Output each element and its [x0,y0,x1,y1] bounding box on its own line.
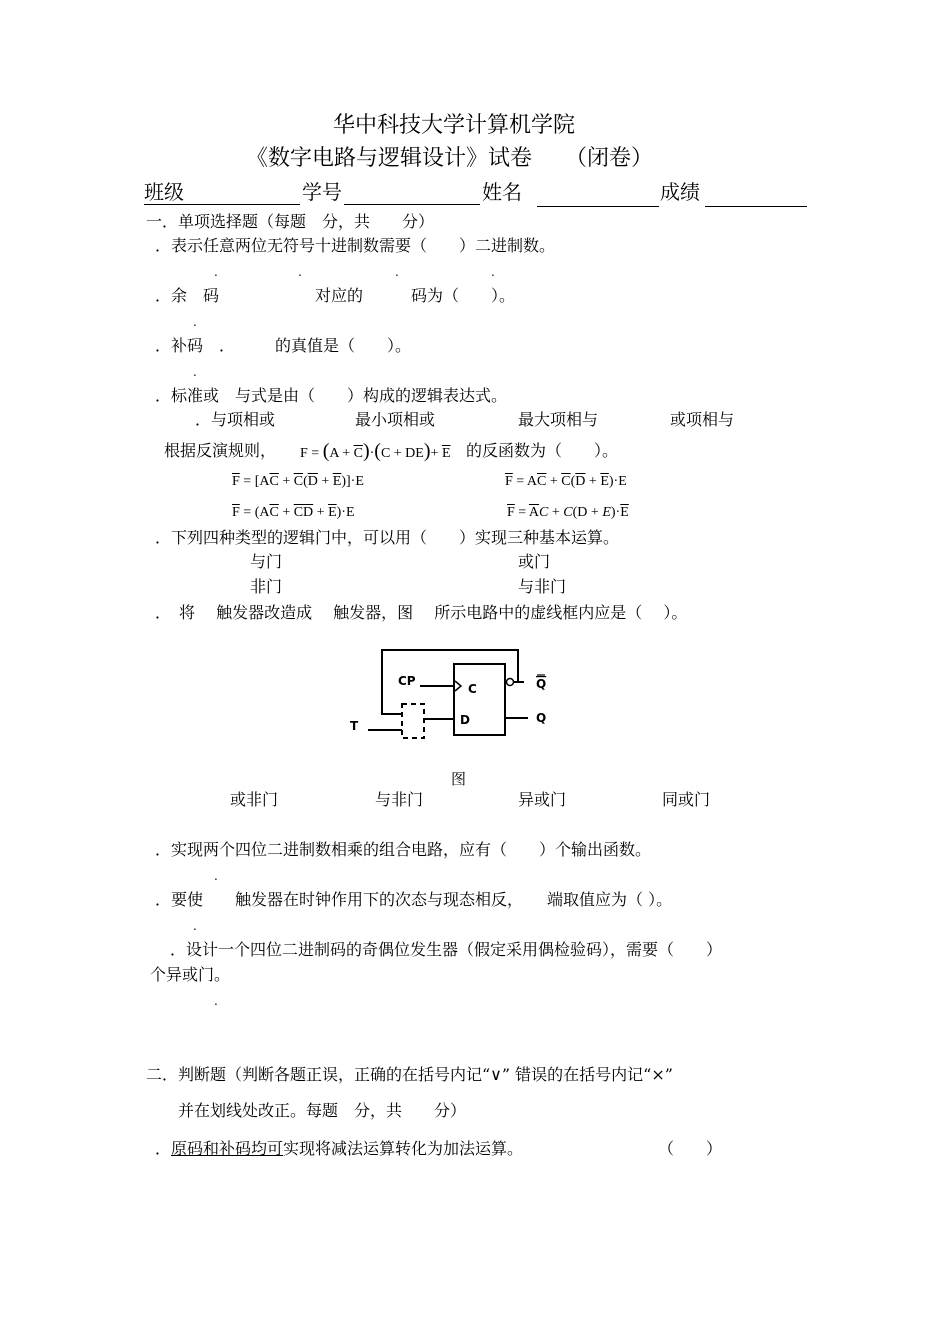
class-field[interactable] [144,204,300,205]
q5-option-a: $\overline{F} = [A\overline{C} + \overline{C}(\overline{D} + \overline{E})]\cdot E$ [232,474,364,489]
exam-course-title: 《数字电路与逻辑设计》试卷 （闭卷） [246,146,654,171]
t-label: T [350,719,359,733]
option-dots: . [193,919,197,933]
question-1: ．表示任意两位无符号十进制数需要（ ）二进制数。 [155,236,556,255]
judge-q1-rest: 实现将减法运算转化为加法运算。 [283,1139,524,1158]
q7-option-a: 或非门 [230,790,279,809]
qbar-bubble [507,679,514,686]
d-input-label: D [460,713,470,727]
q5-option-b: $\overline{F} = A\overline{C} + \overline{C}(\overline{D} + \overline{E})\cdot E$ [505,474,627,489]
question-5-prefix: 根据反演规则， [164,441,277,460]
question-5-suffix: 的反函数为（ ）。 [466,441,619,460]
student-id-label: 学号 [302,180,342,204]
question-5-expression: $F = (A + \overline{C})\cdot(C + DE)+ \overline{E}$ [300,440,451,462]
question-4: ．标准或 与式是由（ ）构成的逻辑表达式。 [155,386,508,405]
c-input-label: C [468,682,477,696]
q4-option-d: 或项相与 [670,410,735,429]
name-field[interactable] [537,206,659,207]
q4-option-c: 最大项相与 [518,410,599,429]
qbar-label: Q [536,677,547,691]
option-dots: . [214,994,218,1008]
name-label: 姓名 [482,180,522,204]
option-dots: . [193,365,197,379]
judge-q1-bracket[interactable]: （ ） [658,1139,723,1158]
score-label: 成绩 [660,180,700,204]
q4-option-a: ．与项相或 [195,410,276,429]
question-7: ． 将 触发器改造成 触发器，图 所示电路中的虚线框内应是（ ）。 [155,603,688,622]
exam-school-title: 华中科技大学计算机学院 [333,113,576,138]
question-9: ．要使 触发器在时钟作用下的次态与现态相反， 端取值应为（ ）。 [155,890,673,909]
figure-caption: 图 [451,770,467,788]
q5-option-d: $\overline{F} = \overline{A}C + C(D + E)\cdot\overline{E}$ [507,505,629,520]
q4-option-b: 最小项相或 [355,410,436,429]
judge-q1-underlined: 原码和补码均可 [171,1139,284,1158]
option-dots: . [214,869,218,883]
question-10-cont: 个异或门。 [150,965,231,984]
section1-heading: 一．单项选择题（每题 分，共 分） [146,212,435,231]
q6-option-c: 非门 [250,577,283,596]
score-field[interactable] [705,206,807,207]
q-label: Q [536,711,547,725]
question-6: ．下列四种类型的逻辑门中，可以用（ ）实现三种基本运算。 [155,528,620,547]
section2-heading: 二．判断题（判断各题正误，正确的在括号内记“∨” 错误的在括号内记“×” [146,1065,673,1084]
flip-flop-circuit-diagram [340,640,570,750]
q7-option-d: 同或门 [662,790,711,809]
option-dots: . [491,265,495,279]
q6-option-b: 或门 [518,552,551,571]
option-dots: . [193,315,197,329]
section2-heading-cont: 并在划线处改正。每题 分，共 分） [178,1101,467,1120]
q5-option-c: $\overline{F} = (A\overline{C} + \overline{CD} + \overline{E})\cdot E$ [232,505,355,520]
question-8: ．实现两个四位二进制数相乘的组合电路，应有（ ）个输出函数。 [155,840,652,859]
question-3: ．补码 ． 的真值是（ ）。 [155,336,412,355]
option-dots: . [395,265,399,279]
q7-option-c: 异或门 [518,790,567,809]
option-dots: . [298,265,302,279]
q7-option-b: 与非门 [375,790,424,809]
q6-option-a: 与门 [250,552,283,571]
option-dots: . [214,265,218,279]
q6-option-d: 与非门 [518,577,567,596]
dashed-logic-box [402,704,424,738]
student-id-field[interactable] [344,204,480,205]
question-10: ．设计一个四位二进制码的奇偶位发生器（假定采用偶检验码），需要（ ） [170,940,723,959]
question-2: ．余 码 对应的 码为（ ）。 [155,286,516,305]
cp-label: CP [398,674,416,688]
judge-question-1: ．原码和补码均可实现将减法运算转化为加法运算。 [155,1139,524,1158]
class-label: 班级 [144,180,184,204]
